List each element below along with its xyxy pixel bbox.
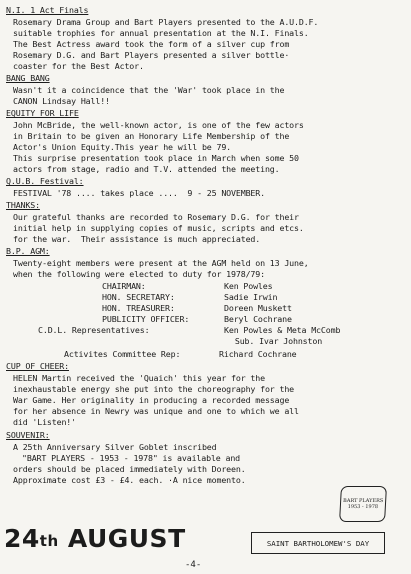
section-heading-thanks: THANKS: [6, 200, 40, 210]
section-heading-qub: Q.U.B. Festival: [6, 176, 84, 186]
text-line: coaster for the Best Actor. [13, 61, 144, 71]
officer-name: Doreen Muskett [224, 303, 292, 313]
text-line: Rosemary D.G. and Bart Players presented a silver bottle· [13, 50, 290, 60]
section-heading-ni-finals: N.I. 1 Act Finals [6, 5, 89, 15]
text-line: for her absence in Newry was unique and one to which we all [13, 406, 299, 416]
text-line: inexhaustable energy she put into the choreography for the [13, 384, 295, 394]
logo-years: 1953 - 1978 [347, 504, 379, 510]
text-line: actors from stage, radio and T.V. attended the meeting. [13, 164, 280, 174]
date-day: 24 [4, 524, 40, 553]
section-heading-souvenir: SOUVENIR: [6, 430, 50, 440]
officer-role: PUBLICITY OFFICER: [102, 314, 190, 324]
text-line: suitable trophies for annual presentation at the N.I. Finals. [13, 28, 309, 38]
text-line: The Best Actress award took the form of a silver cup from [13, 39, 290, 49]
officer-name: Ken Powles & Meta McComb [224, 325, 341, 335]
event-name: SAINT BARTHOLOMEW'S DAY [266, 538, 370, 548]
text-line: A 25th Anniversary Silver Goblet inscribed [13, 442, 217, 452]
officer-role: C.D.L. Representatives: [38, 325, 150, 335]
text-line: Twenty-eight members were present at the AGM held on 13 June, [13, 258, 309, 268]
officer-name: Sadie Irwin [224, 292, 278, 302]
text-line: John McBride, the well-known actor, is one of the few actors [13, 120, 304, 130]
officer-role: Activites Committee Rep: [64, 349, 181, 359]
feast-date [4, 524, 186, 556]
page-number: -4- [185, 560, 202, 570]
text-line: Actor's Union Equity.This year he will be 79. [13, 142, 232, 152]
text-line: did 'Listen!' [13, 417, 76, 427]
text-line: in Britain to be given an Honorary Life Membership of the [13, 131, 290, 141]
text-line: Rosemary Drama Group and Bart Players presented to the A.U.D.F. [13, 17, 319, 27]
officer-name: Richard Cochrane [219, 349, 297, 359]
text-line: "BART PLAYERS - 1953 - 1978" is available and [22, 453, 241, 463]
officer-name: Beryl Cochrane [224, 314, 292, 324]
logo-text: BART PLAYERS [342, 498, 384, 504]
text-line: when the following were elected to duty for 1978/79: [13, 269, 265, 279]
date-month: AUGUST [58, 524, 186, 553]
text-line: CANON Lindsay Hall!! [13, 96, 110, 106]
text-line: Our grateful thanks are recorded to Rosemary D.G. for their [13, 212, 299, 222]
section-heading-bang-bang: BANG BANG [6, 73, 50, 83]
text-line: This surprise presentation took place in March when some 50 [13, 153, 299, 163]
text-line: War Game. Her originality in producing a recorded message [13, 395, 290, 405]
date-suffix: th [39, 532, 59, 550]
bart-players-logo [339, 486, 387, 522]
text-line: FESTIVAL '78 .... takes place .... 9 - 25 NOVEMBER. [13, 188, 265, 198]
text-line: initial help in supplying copies of music, scripts and etcs. [13, 223, 304, 233]
section-heading-agm: B.P. AGM: [6, 246, 50, 256]
officer-name: Sub. Ivar Johnston [230, 336, 323, 346]
text-line: orders should be placed immediately with Doreen. [13, 464, 246, 474]
officer-role: CHAIRMAN: [102, 281, 146, 291]
section-heading-cheer: CUP OF CHEER: [6, 361, 69, 371]
officer-role: HON. SECRETARY: [102, 292, 175, 302]
officer-role: HON. TREASURER: [102, 303, 175, 313]
text-line: Wasn't it a coincidence that the 'War' took place in the [13, 85, 285, 95]
officer-name: Ken Powles [224, 281, 273, 291]
text-line: for the war. Their assistance is much appreciated. [13, 234, 261, 244]
event-box [251, 532, 385, 554]
text-line: Approximate cost £3 - £4. each. ·A nice momento. [13, 475, 246, 485]
text-line: HELEN Martin received the 'Quaich' this year for the [13, 373, 265, 383]
section-heading-equity: EQUITY FOR LIFE [6, 108, 79, 118]
